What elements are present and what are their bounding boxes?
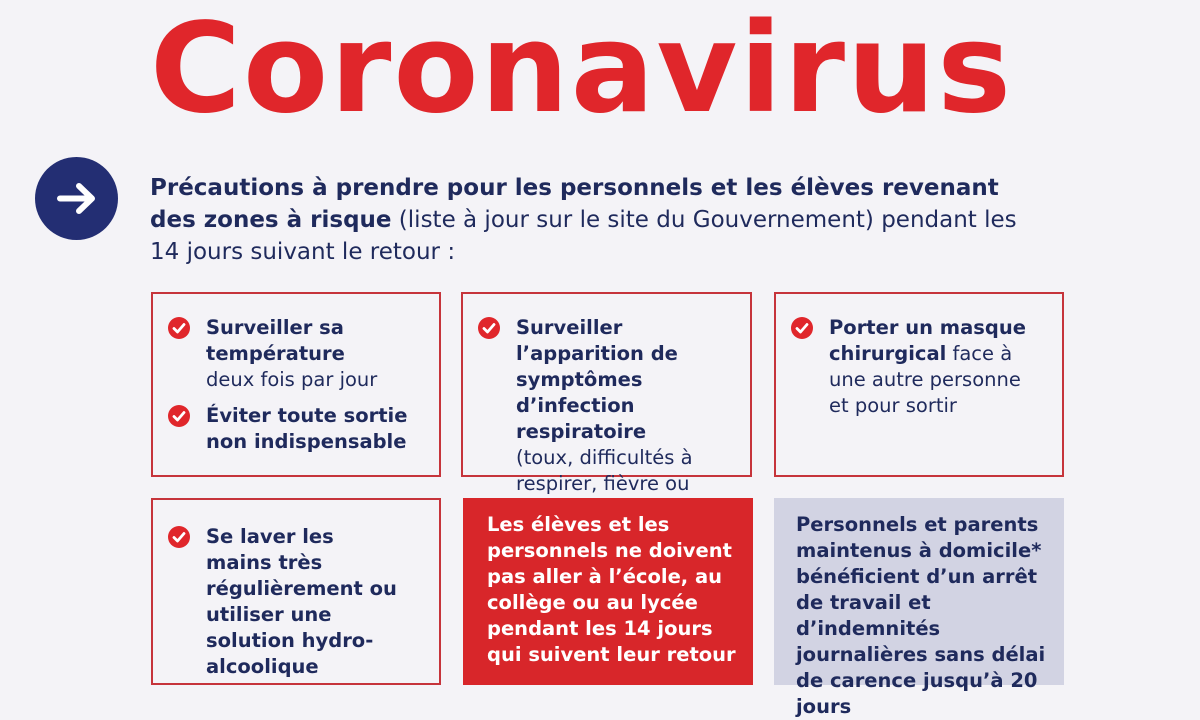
check-circle-icon: [168, 317, 190, 339]
item-mask-bold: Porter un masque chirurgical: [829, 316, 1026, 365]
card-mask: [774, 292, 1064, 477]
intro-text: [150, 172, 1050, 268]
item-no-outing-bold: Éviter toute sortie non indispensable: [206, 404, 408, 453]
check-circle-icon: [791, 317, 813, 339]
item-temperature-bold: Surveiller sa température: [206, 316, 345, 365]
item-handwashing-bold: Se laver les mains très régulièrement ou utiliser une solution hydro-alcoolique: [206, 525, 397, 678]
arrow-right-icon: [35, 157, 118, 240]
card-handwashing: [151, 498, 441, 685]
item-symptoms-rest: (toux, difficultés à respirer, fièvre ou: [516, 446, 693, 495]
card-sick-leave: [774, 498, 1064, 718]
card-no-school: [463, 498, 753, 685]
item-mask: [791, 315, 1039, 419]
intro-bold: Précautions à prendre pour les personnels et les élèves revenant des zones à risque: [150, 175, 999, 233]
item-symptoms: [478, 315, 742, 523]
check-circle-icon: [168, 526, 190, 548]
card-symptoms: [461, 292, 752, 495]
item-handwashing: [168, 524, 427, 680]
item-temperature-rest: deux fois par jour: [206, 368, 378, 391]
card-temperature: [151, 292, 441, 477]
no-school-text: Les élèves et les personnels ne doivent pas aller à l’école, au collège ou au lycée pendant les 14 jours qui suivent leur retour: [487, 513, 736, 666]
check-circle-icon: [478, 317, 500, 339]
item-temperature: [168, 315, 427, 393]
item-symptoms-bold: Surveiller l’apparition de symptômes d’infection respiratoire: [516, 316, 678, 443]
intro-rest: (liste à jour sur le site du Gouvernement) pendant les 14 jours suivant le retour :: [150, 207, 1017, 265]
sick-leave-text: Personnels et parents maintenus à domicile* bénéficient d’un arrêt de travail et d’indemnités journalières sans délai de carence jusqu’à 20 jours: [796, 513, 1046, 718]
item-mask-rest: face à une autre personne et pour sortir: [829, 342, 1021, 417]
check-circle-icon: [168, 405, 190, 427]
item-no-outing: [168, 403, 427, 455]
page-title: Coronavirus: [150, 0, 1014, 141]
